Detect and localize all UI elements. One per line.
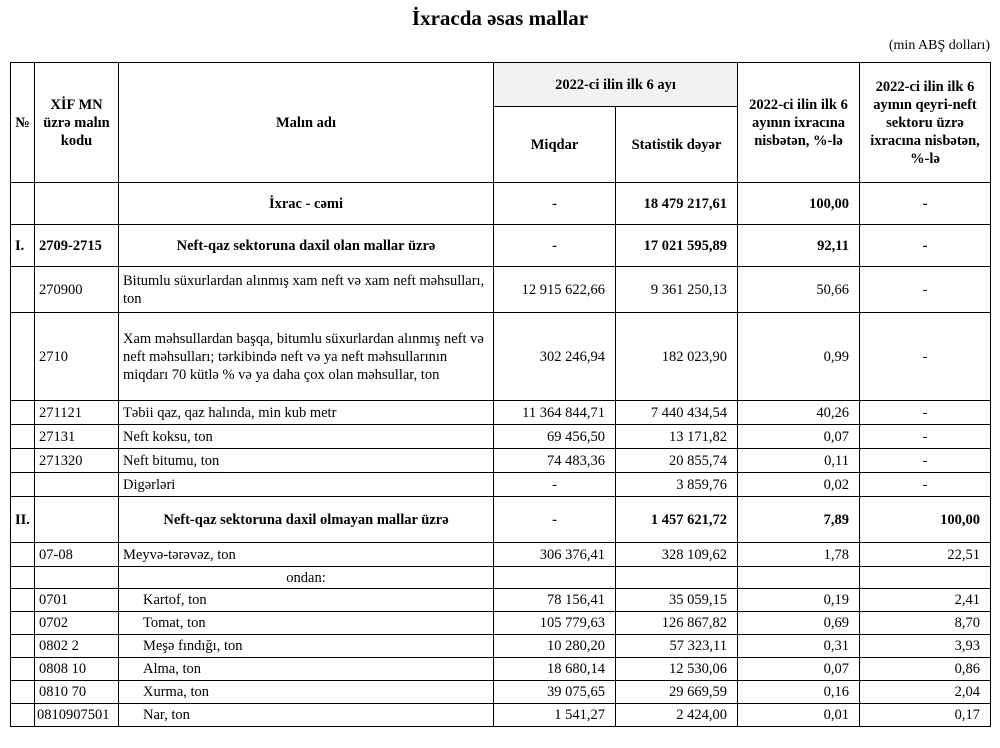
table-row — [11, 567, 991, 589]
cell-value — [616, 567, 738, 589]
cell-no — [11, 681, 35, 704]
table-row — [11, 313, 991, 401]
cell-share-nonoil: 2,41 — [860, 589, 991, 612]
header-value: Statistik dəyər — [616, 107, 738, 183]
cell-share-total: 0,99 — [738, 313, 860, 401]
cell-value: 3 859,76 — [616, 473, 738, 497]
cell-share-nonoil: 8,70 — [860, 612, 991, 635]
cell-share-nonoil: 22,51 — [860, 543, 991, 567]
cell-name: Digərləri — [119, 473, 494, 497]
cell-name: Meşə fındığı, ton — [119, 635, 494, 658]
cell-share-total: 0,02 — [738, 473, 860, 497]
cell-value: 18 479 217,61 — [616, 183, 738, 225]
cell-share-nonoil: 0,86 — [860, 658, 991, 681]
cell-share-nonoil: - — [860, 267, 991, 313]
cell-qty — [494, 567, 616, 589]
cell-share-total: 0,07 — [738, 425, 860, 449]
cell-no — [11, 589, 35, 612]
table-row — [11, 543, 991, 567]
header-code: XİF MN üzrə malın kodu — [35, 63, 119, 183]
table-row — [11, 497, 991, 543]
cell-share-total: 0,11 — [738, 449, 860, 473]
cell-code: 0810 70 — [35, 681, 119, 704]
header-no: № — [11, 63, 35, 183]
cell-name: Nar, ton — [119, 704, 494, 727]
cell-code: 0701 — [35, 589, 119, 612]
cell-no — [11, 183, 35, 225]
table-row — [11, 681, 991, 704]
cell-no — [11, 567, 35, 589]
cell-no — [11, 425, 35, 449]
cell-name: Neft bitumu, ton — [119, 449, 494, 473]
cell-share-total: 0,19 — [738, 589, 860, 612]
cell-code: 2709-2715 — [35, 225, 119, 267]
cell-qty: 39 075,65 — [494, 681, 616, 704]
cell-share-nonoil: 3,93 — [860, 635, 991, 658]
cell-qty: 105 779,63 — [494, 612, 616, 635]
cell-name: Neft-qaz sektoruna daxil olmayan mallar üzrə — [119, 497, 494, 543]
cell-value: 13 171,82 — [616, 425, 738, 449]
cell-qty: - — [494, 225, 616, 267]
cell-code: 271121 — [35, 401, 119, 425]
cell-code: 0808 10 — [35, 658, 119, 681]
cell-no — [11, 473, 35, 497]
cell-share-nonoil: 0,17 — [860, 704, 991, 727]
cell-value: 17 021 595,89 — [616, 225, 738, 267]
cell-share-nonoil: - — [860, 425, 991, 449]
cell-qty: 302 246,94 — [494, 313, 616, 401]
cell-share-total: 0,69 — [738, 612, 860, 635]
table-row — [11, 401, 991, 425]
cell-share-nonoil: - — [860, 183, 991, 225]
cell-name: İxrac - cəmi — [119, 183, 494, 225]
cell-name: Xurma, ton — [119, 681, 494, 704]
cell-qty: 1 541,27 — [494, 704, 616, 727]
cell-share-nonoil: - — [860, 401, 991, 425]
cell-share-total: 0,31 — [738, 635, 860, 658]
cell-name: Neft-qaz sektoruna daxil olan mallar üzrə — [119, 225, 494, 267]
cell-qty: 10 280,20 — [494, 635, 616, 658]
table-row — [11, 473, 991, 497]
cell-qty: 12 915 622,66 — [494, 267, 616, 313]
cell-no: I. — [11, 225, 35, 267]
header-share-nonoil: 2022-ci ilin ilk 6 ayının qeyri-neft sektoru üzrə ixracına nisbətən, %-lə — [860, 63, 991, 183]
header-share-total: 2022-ci ilin ilk 6 ayının ixracına nisbətən, %-lə — [738, 63, 860, 183]
cell-name: ondan: — [119, 567, 494, 589]
table-row — [11, 635, 991, 658]
cell-share-total: 7,89 — [738, 497, 860, 543]
cell-code: 271320 — [35, 449, 119, 473]
cell-code — [35, 473, 119, 497]
cell-value: 182 023,90 — [616, 313, 738, 401]
cell-qty: 18 680,14 — [494, 658, 616, 681]
page-title: İxracda əsas mallar — [411, 6, 589, 30]
cell-share-total: 40,26 — [738, 401, 860, 425]
table-row — [11, 704, 991, 727]
table-row — [11, 183, 991, 225]
cell-value: 29 669,59 — [616, 681, 738, 704]
cell-no — [11, 704, 35, 727]
cell-share-nonoil: - — [860, 473, 991, 497]
unit-note: (min ABŞ dolları) — [888, 38, 990, 53]
cell-share-total: 1,78 — [738, 543, 860, 567]
cell-value: 126 867,82 — [616, 612, 738, 635]
cell-qty: 69 456,50 — [494, 425, 616, 449]
cell-value: 2 424,00 — [616, 704, 738, 727]
cell-code: 0702 — [35, 612, 119, 635]
table-row — [11, 425, 991, 449]
cell-qty: 74 483,36 — [494, 449, 616, 473]
cell-code: 270900 — [35, 267, 119, 313]
cell-share-nonoil: - — [860, 313, 991, 401]
cell-share-nonoil: 2,04 — [860, 681, 991, 704]
cell-value: 7 440 434,54 — [616, 401, 738, 425]
cell-share-total: 0,01 — [738, 704, 860, 727]
cell-no: II. — [11, 497, 35, 543]
cell-no — [11, 267, 35, 313]
cell-value: 1 457 621,72 — [616, 497, 738, 543]
table-row — [11, 449, 991, 473]
export-table — [10, 62, 991, 727]
cell-share-total: 0,07 — [738, 658, 860, 681]
cell-no — [11, 612, 35, 635]
cell-name: Tomat, ton — [119, 612, 494, 635]
header-qty: Miqdar — [494, 107, 616, 183]
cell-code: 0810907501 — [35, 704, 119, 727]
table-row — [11, 658, 991, 681]
cell-name: Neft koksu, ton — [119, 425, 494, 449]
cell-value: 57 323,11 — [616, 635, 738, 658]
cell-no — [11, 543, 35, 567]
cell-share-nonoil: - — [860, 449, 991, 473]
cell-share-total: 0,16 — [738, 681, 860, 704]
cell-share-total: 92,11 — [738, 225, 860, 267]
header-name: Malın adı — [119, 63, 494, 183]
cell-code: 2710 — [35, 313, 119, 401]
cell-code — [35, 497, 119, 543]
cell-code — [35, 567, 119, 589]
cell-share-total — [738, 567, 860, 589]
header-period: 2022-ci ilin ilk 6 ayı — [494, 63, 738, 107]
cell-qty: - — [494, 497, 616, 543]
table-row — [11, 589, 991, 612]
cell-share-total: 50,66 — [738, 267, 860, 313]
cell-qty: - — [494, 183, 616, 225]
cell-qty: - — [494, 473, 616, 497]
table-row — [11, 267, 991, 313]
cell-name: Təbii qaz, qaz halında, min kub metr — [119, 401, 494, 425]
cell-value: 328 109,62 — [616, 543, 738, 567]
cell-value: 20 855,74 — [616, 449, 738, 473]
cell-value: 9 361 250,13 — [616, 267, 738, 313]
cell-share-total: 100,00 — [738, 183, 860, 225]
cell-code: 07-08 — [35, 543, 119, 567]
cell-qty: 306 376,41 — [494, 543, 616, 567]
cell-value: 12 530,06 — [616, 658, 738, 681]
table-row — [11, 225, 991, 267]
cell-no — [11, 635, 35, 658]
cell-qty: 11 364 844,71 — [494, 401, 616, 425]
cell-no — [11, 658, 35, 681]
cell-name: Alma, ton — [119, 658, 494, 681]
cell-code — [35, 183, 119, 225]
cell-name: Xam məhsullardan başqa, bitumlu süxurlardan alınmış neft və neft məhsulları; tərkibində neft və ya neft məhsullarının miqdarı 70 kütlə % və ya daha çox olan məhsullar, ton — [119, 313, 494, 401]
cell-no — [11, 449, 35, 473]
cell-name: Meyvə-tərəvəz, ton — [119, 543, 494, 567]
cell-value: 35 059,15 — [616, 589, 738, 612]
cell-name: Bitumlu süxurlardan alınmış xam neft və xam neft məhsulları, ton — [119, 267, 494, 313]
cell-no — [11, 313, 35, 401]
cell-share-nonoil: - — [860, 225, 991, 267]
cell-name: Kartof, ton — [119, 589, 494, 612]
cell-no — [11, 401, 35, 425]
table-row — [11, 612, 991, 635]
cell-code: 27131 — [35, 425, 119, 449]
cell-share-nonoil: 100,00 — [860, 497, 991, 543]
cell-code: 0802 2 — [35, 635, 119, 658]
cell-share-nonoil — [860, 567, 991, 589]
cell-qty: 78 156,41 — [494, 589, 616, 612]
